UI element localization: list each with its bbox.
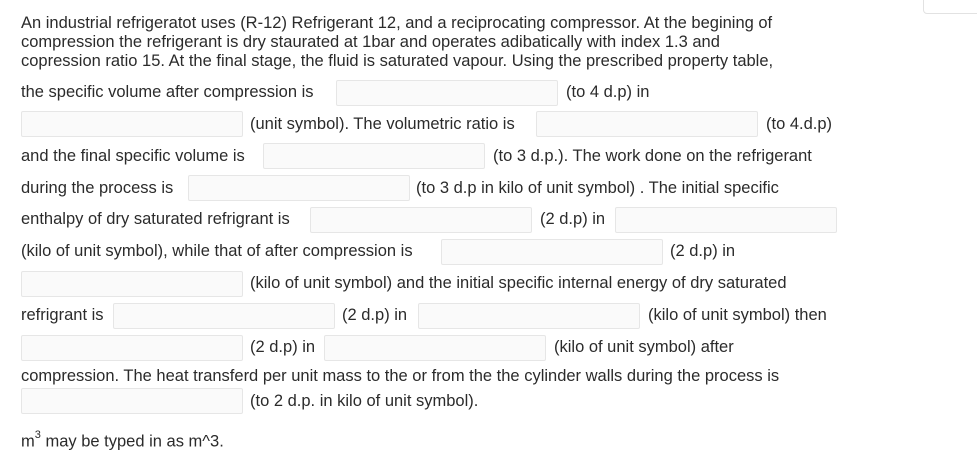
- prompt-text: (kilo of unit symbol) then: [648, 306, 827, 324]
- prompt-text: (unit symbol). The volumetric ratio is: [250, 115, 515, 133]
- intro-line: An industrial refrigeratot uses (R-12) Refrigerant 12, and a reciprocating compressor. At the begining of: [21, 14, 773, 32]
- intro-line: compression the refrigerant is dry staurated at 1bar and operates adibatically with index 1.3 and: [21, 33, 720, 51]
- prompt-text: (kilo of unit symbol), while that of after compression is: [21, 242, 413, 260]
- prompt-text: the specific volume after compression is: [21, 83, 314, 101]
- prompt-text: (to 3 d.p in kilo of unit symbol) . The initial specific: [416, 179, 779, 197]
- answer-initial-enthalpy[interactable]: [310, 207, 532, 233]
- prompt-text: (to 2 d.p. in kilo of unit symbol).: [250, 392, 479, 410]
- answer-initial-internal-energy[interactable]: [113, 303, 335, 329]
- unit-hint-base: m: [21, 432, 35, 451]
- answer-final-specific-volume[interactable]: [263, 143, 485, 169]
- prompt-text: (kilo of unit symbol) after: [554, 338, 734, 356]
- answer-unit-initial-enthalpy[interactable]: [615, 207, 837, 233]
- answer-unit-specific-volume[interactable]: [21, 111, 243, 137]
- prompt-text: (to 4 d.p) in: [566, 83, 650, 101]
- answer-enthalpy-after-compression[interactable]: [441, 239, 663, 265]
- answer-specific-volume-after-compression[interactable]: [336, 80, 558, 106]
- prompt-text: (2 d.p) in: [670, 242, 736, 260]
- answer-unit-enthalpy-after[interactable]: [21, 271, 243, 297]
- prompt-text: (kilo of unit symbol) and the initial specific internal energy of dry saturated: [250, 274, 787, 292]
- prompt-text: (2 d.p) in: [250, 338, 316, 356]
- unit-hint-text: may be typed in as m^3.: [40, 432, 224, 451]
- answer-work-done[interactable]: [188, 175, 410, 201]
- prompt-text: compression. The heat transferd per unit mass to the or from the the cylinder walls during the process is: [21, 367, 780, 385]
- prompt-text: during the process is: [21, 179, 174, 197]
- answer-unit-initial-internal-energy[interactable]: [418, 303, 640, 329]
- question-intro: [21, 14, 773, 71]
- prompt-text: (to 4.d.p): [766, 115, 833, 133]
- intro-line: copression ratio 15. At the final stage, the fluid is saturated vapour. Using the prescribed property table,: [21, 52, 774, 70]
- unit-hint: [21, 427, 224, 452]
- prompt-text: refrigrant is: [21, 306, 104, 324]
- prompt-text: and the final specific volume is: [21, 147, 245, 165]
- prompt-text: (to 3 d.p.). The work done on the refrigerant: [493, 147, 812, 165]
- unit-hint-exponent: 3: [34, 429, 41, 441]
- answer-heat-transferred[interactable]: [21, 388, 243, 414]
- answer-internal-energy-after[interactable]: [21, 335, 243, 361]
- prompt-text: enthalpy of dry saturated refrigrant is: [21, 210, 290, 228]
- answer-unit-internal-energy-after[interactable]: [324, 335, 546, 361]
- answer-volumetric-ratio[interactable]: [536, 111, 758, 137]
- prompt-text: (2 d.p) in: [540, 210, 606, 228]
- top-right-control[interactable]: [923, 0, 977, 14]
- prompt-text: (2 d.p) in: [342, 306, 408, 324]
